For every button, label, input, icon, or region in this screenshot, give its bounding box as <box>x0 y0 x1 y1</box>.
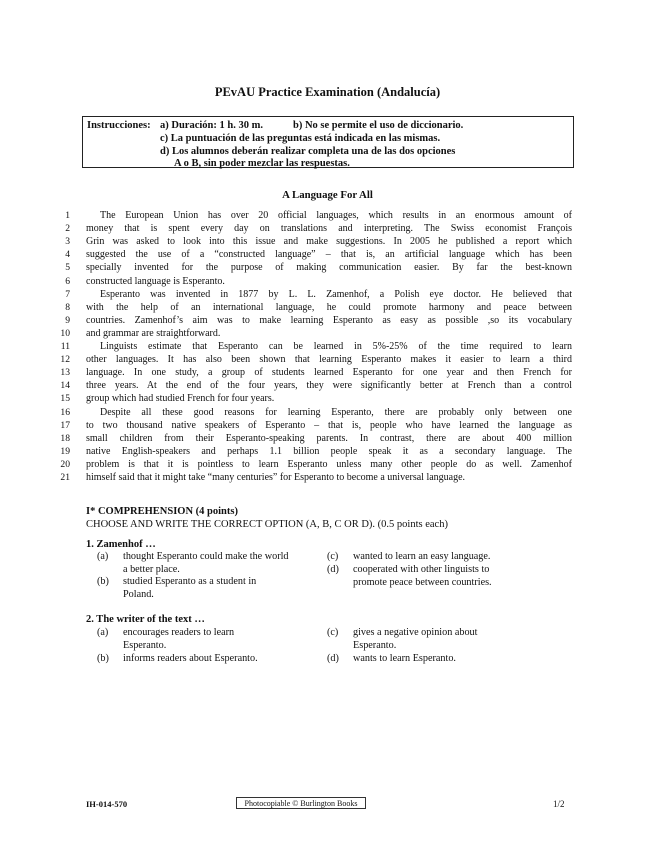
article-line: constructed language is Esperanto. <box>86 275 225 287</box>
line-number: 21 <box>60 472 70 483</box>
article-line: money that is spent every day on translations and interpreting. The Swiss economist François <box>86 223 572 235</box>
footer-photocopiable-stamp: Photocopiable © Burlington Books <box>236 797 366 809</box>
instruction-c: c) La puntuación de las preguntas está indicada en las mismas. <box>160 133 441 144</box>
article-line: to two thousand native speakers of Esperanto – that is, people who have learned the language as <box>86 419 572 431</box>
article-line: small children from their Esperanto-speaking parents. In contrast, there are about 400 million <box>86 432 572 444</box>
line-number: 11 <box>60 341 70 352</box>
article-line: suggested the use of a “constructed language” – that is, an artificial language which has been <box>86 249 572 261</box>
article-line: three years. At the end of the four years, they were significantly better at French than a control <box>86 380 572 392</box>
line-number: 6 <box>65 275 70 287</box>
instruction-d: d) Los alumnos deberán realizar completa una de las dos opciones <box>160 146 456 157</box>
article-line: other languages. It has also been shown that learning Esperanto makes it easier to learn a third <box>86 354 572 366</box>
line-number: 12 <box>60 354 70 366</box>
instructions-box <box>82 116 574 168</box>
instructions-label: Instrucciones: <box>87 120 151 131</box>
line-number: 20 <box>60 458 70 470</box>
article-line: Grin was asked to look into this issue and make suggestions. In 2005 he published a report which <box>86 236 572 248</box>
article-line: countries. Zamenhof’s aim was to make learning Esperanto as easy as possible ,so its vocabulary <box>86 314 572 326</box>
instruction-d-continued: A o B, sin poder mezclar las respuestas. <box>174 158 350 169</box>
article-line: himself said that it might take “many centuries” for Esperanto to become a universal language. <box>86 472 466 483</box>
line-number: 4 <box>65 249 70 261</box>
article-line: and grammar are straightforward. <box>86 327 221 339</box>
instruction-b: b) No se permite el uso de diccionario. <box>293 120 464 131</box>
line-number: 7 <box>65 288 70 300</box>
line-number: 9 <box>65 314 70 326</box>
line-number: 18 <box>60 432 70 444</box>
line-number: 19 <box>60 445 70 457</box>
article-line: problem is that it is pointless to learn Esperanto unless many other people do as well. Zamenhof <box>86 458 572 470</box>
article-line: Linguists estimate that Esperanto can be learned in 5%-25% of the time required to learn <box>100 341 572 352</box>
line-number: 17 <box>60 419 70 431</box>
article-line: The European Union has over 20 official languages, which results in an enormous amount of <box>100 210 572 221</box>
footer-code: IH-014-570 <box>86 799 128 809</box>
article-line: native English-speakers and perhaps 1.1 billion people speak it as a secondary language. The <box>86 445 572 457</box>
article-title: A Language For All <box>282 189 373 201</box>
line-number: 3 <box>65 236 70 248</box>
line-number: 13 <box>60 367 70 379</box>
footer-page-number: 1/2 <box>553 799 565 809</box>
article-line: group which had studied French for four years. <box>86 393 275 405</box>
question-2-stem: 2. The writer of the text … <box>86 614 205 625</box>
comprehension-instruction: CHOOSE AND WRITE THE CORRECT OPTION (A, B, C OR D). (0.5 points each) <box>86 519 448 530</box>
comprehension-heading: I* COMPREHENSION (4 points) <box>86 506 238 517</box>
article-line: language. In one study, a group of students learned Esperanto for one year and then French for <box>86 367 572 379</box>
line-number: 15 <box>60 393 70 405</box>
line-number: 16 <box>60 406 70 418</box>
line-number: 1 <box>65 210 70 221</box>
article-line: specially invented for the purpose of making communication easier. By far the best-known <box>86 262 572 274</box>
line-number: 2 <box>65 223 70 235</box>
line-number: 8 <box>65 301 70 313</box>
instruction-a: a) Duración: 1 h. 30 m. <box>160 120 263 131</box>
line-number: 10 <box>60 327 70 339</box>
article-line: Despite all these good reasons for learning Esperanto, there are probably only between one <box>100 406 572 418</box>
line-number: 5 <box>65 262 70 274</box>
question-1-stem: 1. Zamenhof … <box>86 539 156 550</box>
article-line: Esperanto was invented in 1877 by L. L. Zamenhof, a Polish eye doctor. He believed that <box>100 288 572 300</box>
line-number: 14 <box>60 380 70 392</box>
exam-title: PEvAU Practice Examination (Andalucía) <box>214 85 441 99</box>
article-line: with the help of an international language, he could promote harmony and peace between <box>86 301 572 313</box>
